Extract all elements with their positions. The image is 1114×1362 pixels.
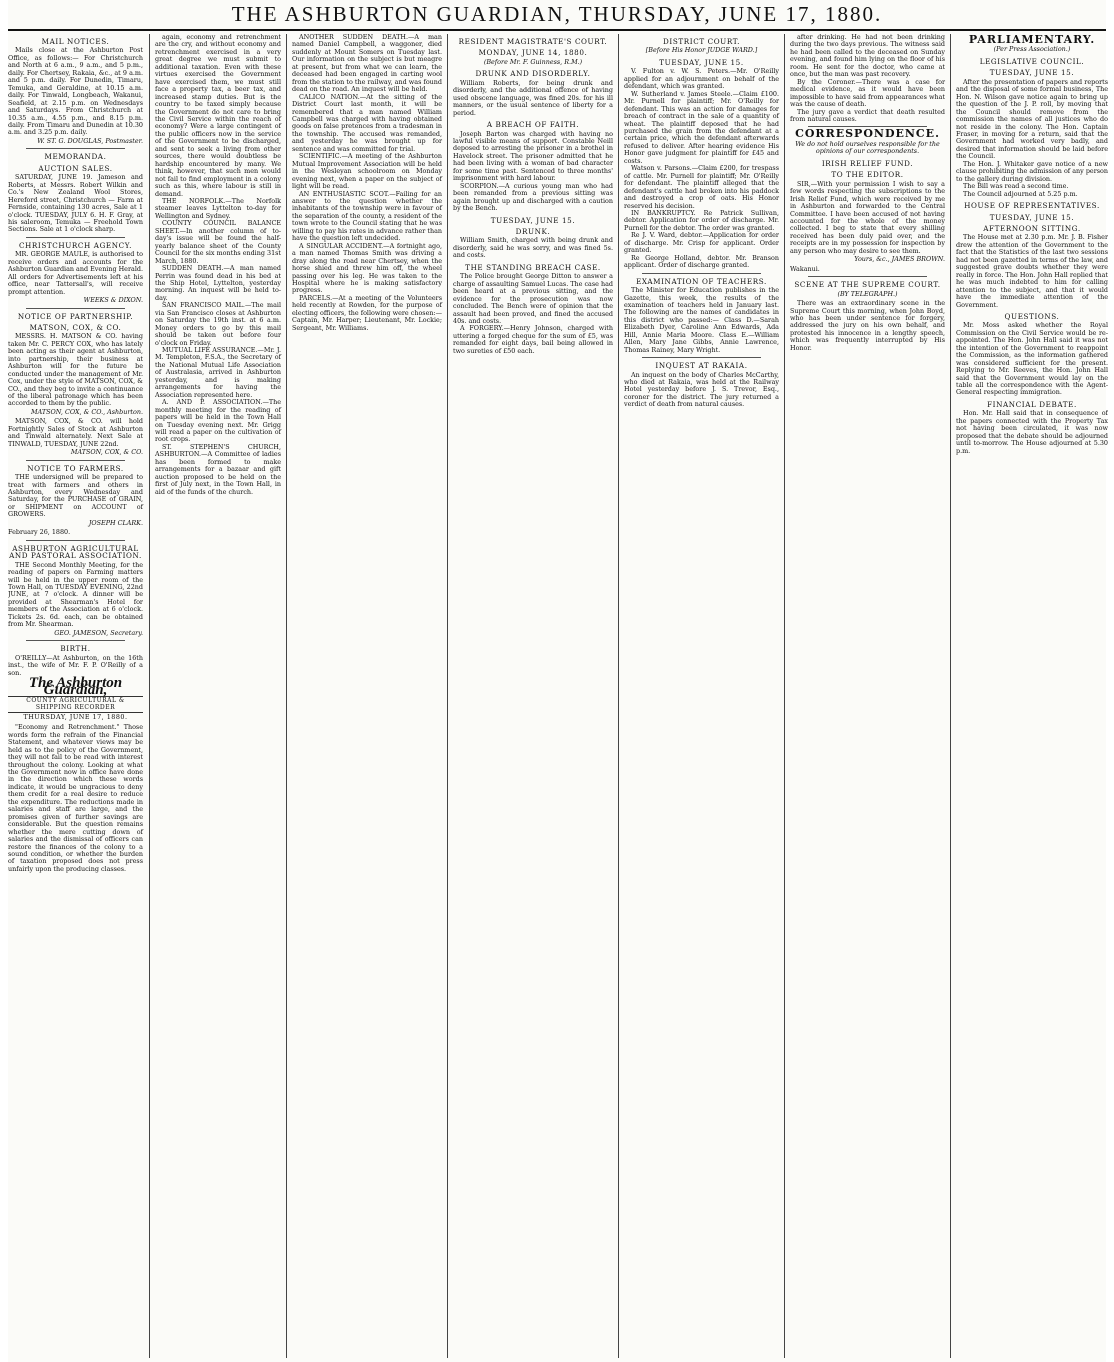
christchurch-agency-heading: CHRISTCHURCH AGENCY. [18, 240, 133, 250]
news-item-heading: COUNTY COUNCIL BALANCE SHEET. [155, 219, 281, 235]
rm-court-date: MONDAY, JUNE 14, 1880. [478, 48, 588, 58]
council-text: After the presentation of papers and reports and the disposal of some formal business, The Hon. N. Wilson gave notice again to bring up the question of the J. P. roll, by moving that the Council should remove from the commission the names of all justices who do not reside in the colony. The Hon. Captain Fraser, in moving for a return, said that the Government had worked very badly, and desired that information should be laid before the Council. [956, 77, 1108, 161]
case-text: William Roberts, for being drunk and disorderly, and the additional offence of having used obscene language, was fined 20s. for his ill manners, or the usual sentence of liberty for a period. [453, 78, 613, 117]
stock-sale-signature: MATSON, COX, & CO. [70, 448, 143, 457]
news-item-body: A man named Perrin was found dead in his bed at the Ship Hotel, Lyttelton, yesterday morning. An inquest will be held to-day. [155, 264, 281, 302]
case-text: Joseph Barton was charged with having no lawful visible means of support. Constable Neill deposed to arresting the prisoner in a brothel in Havelock street. The prisoner admitted that he had been living with a woman of bad character for some time past. Sentenced to three months' imprisonment with hard labour. [453, 129, 613, 183]
case-text: William Smith, charged with being drunk and disorderly, said he was sorry, and was fined 5s. and costs. [453, 236, 613, 260]
divider [642, 357, 761, 358]
teachers-exam-heading: EXAMINATION OF TEACHERS. [636, 276, 767, 286]
case-text: IN BANKRUPTCY. Re Patrick Sullivan, debtor. Application for order of discharge. Mr. Purnell for the debtor. The order was granted. [624, 208, 779, 232]
case-subheading: A BREACH OF FAITH. [486, 120, 580, 130]
column-4 [447, 34, 618, 1358]
case-subheading: THE STANDING BREACH CASE. [465, 262, 601, 272]
agricultural-association-text: THE Second Monthly Meeting, for the reading of papers on Farming matters will be held in the upper room of the Town Hall, on TUESDAY EVENING, 22nd JUNE, at 7 o'clock. A dinner will be provided at Shearman's Hotel for members of the Association at 6 o'clock. Tickets 2s. 6d. each, can be obtained from Mr. Shearman. [8, 560, 143, 629]
house-heading: HOUSE OF REPRESENTATIVES. [964, 201, 1100, 211]
case-text: The Police brought George Ditton to answer a charge of assaulting Samuel Lucas. The case had been heard at a previous sitting, and the evidence for the prosecution was now concluded. The Bench were of opinion that the assault had been proved, and fined the accused 40s. and costs. [453, 272, 613, 325]
council-text: The Council adjourned at 5.25 p.m. [963, 189, 1078, 198]
correspondence-heading: CORRESPONDENCE. [795, 127, 940, 141]
district-court-date: TUESDAY, JUNE 15. [659, 57, 744, 67]
letter-place: Wakanui. [790, 264, 820, 273]
column-1 [8, 34, 148, 1358]
news-item: PARCELS.—At a meeting of the Volunteers held recently at Rowden, for the purpose of electing officers, the following were chosen:— Captain, Mr. Harper; Lieutenant, Mr. Lockie; Sergeant, Mr. Williams. [292, 293, 443, 332]
agricultural-association-heading: ASHBURTON AGRICULTURAL AND PASTORAL ASSOCIATION. [9, 543, 142, 561]
column-2 [149, 34, 286, 1358]
news-item-body: A Committee of ladies has been formed to make arrangements for a bazaar and gift auction proposed to be held on the first of July next, in the Town Hall, in aid of the funds of the church. [155, 450, 281, 496]
news-item-body: Mr. J. M. Templeton, F.S.A., the Secretary of the National Mutual Life Association of Australasia, arrived in Ashburton yesterday, and is making arrangements for having the Association represented here. [155, 346, 282, 399]
news-item-heading: SUDDEN DEATH. [162, 264, 224, 273]
letter-signature: Yours, &c., JAMES BROWN. [854, 255, 945, 264]
news-item-ap-association: A. AND P. ASSOCIATION.—The monthly meeting for the reading of papers will be held in the Town Hall on Tuesday evening next. Mr. Grigg will read a paper on the cultivation of root crops. [155, 398, 281, 444]
partnership-firm: MATSON, COX, & CO. [29, 322, 122, 332]
council-text: The Bill was read a second time. [963, 182, 1069, 191]
partnership-text: MESSRS. H. MATSON & CO. having taken Mr. C. PERCY COX, who has lately been acting as their agent at Ashburton, into partnership, their business at Ashburton will for the future be conducted under the management of Mr. Cox, under the style of MATSON, COX, & CO., and they beg to invite a continuance of the liberal patronage which has been accorded to them by the public. [8, 332, 143, 408]
paper-dateline: THURSDAY, JUNE 17, 1880. [23, 712, 128, 721]
mail-notices-text: Mails close at the Ashburton Post Office, as follows:— For Christchurch and North at 6 a.m., 9 a.m., and 5 p.m., daily. For Chertsey, Rakaia, &c., at 9 a.m. and 5 p.m. daily. For Dunedin, Timaru, Temuka, and Geraldine, at 10.15 a.m. daily. For Tinwald, Longbeach, Wakanui, Seafield, at 2.15 p.m. on Wednesdays and Saturdays. From Christchurch at 10.35 a.m., 4.55 p.m., and 8.15 p.m. daily. From Timaru and Dunedin at 10.30 a.m. and 3.25 p.m. daily. [8, 46, 143, 137]
newspaper-page [8, 0, 1106, 1362]
supreme-court-heading: SCENE AT THE SUPREME COURT. [794, 280, 941, 290]
christchurch-agency-text: MR. GEORGE MAULE, is authorised to receive orders and accounts for the Ashburton Guardian and Evening Herald. All orders for Advertisements left at his office, near Tattersall's, will receive prompt attention. [8, 250, 143, 296]
letter-heading: IRISH RELIEF FUND. [821, 158, 914, 168]
divider [26, 237, 125, 238]
house-date: TUESDAY, JUNE 15. [989, 212, 1075, 222]
case-subheading: DRUNK. [515, 226, 551, 236]
divider [26, 460, 125, 461]
financial-debate-heading: FINANCIAL DEBATE. [987, 399, 1077, 409]
correspondence-note: We do not hold ourselves responsible for the opinions of our correspondents. [795, 139, 940, 156]
case-text: W. Sutherland v. James Steele.—Claim £100. Mr. Purnell for plaintiff; Mr. O'Reilly for defendant. This was an action for damages for breach of contract in the sale of a quantity of wheat. The plaintiff deposed that he had purchased the grain from the defendant at a certain price, which the defendant afterwards refused to deliver. After hearing evidence His Honor gave judgment for plaintiff for £45 and costs. [624, 89, 779, 165]
district-court-heading: DISTRICT COURT. [663, 37, 740, 46]
inquest-heading: INQUEST AT RAKAIA. [655, 361, 748, 371]
news-item-heading: MUTUAL LIFE ASSURANCE. [162, 346, 258, 355]
auction-sales-heading: AUCTION SALES. [38, 163, 113, 173]
divider [808, 276, 927, 277]
inquest-verdict: The jury gave a verdict that death resulted from natural causes. [790, 107, 945, 123]
case-text: Re George Holland, debtor. Mr. Branson applicant. Order of discharge granted. [624, 253, 779, 270]
rm-court-before: (Before Mr. F. Guinness, R.M.) [483, 57, 583, 66]
questions-heading: QUESTIONS. [1004, 311, 1060, 321]
news-item-body: The Norfolk steamer leaves Lyttelton to-day for Wellington and Sydney. [155, 196, 281, 220]
editorial-continued: again, economy and retrenchment are the cry, and without economy and retrenchment exercised in a very great degree we must submit to additional taxation. Even with these virtues exercised the Government have exercised them, we must still face a property tax, a beer tax, and increased stamp duties. But is the country to be taxed simply because the Government do not care to bring the Civil Service within the reach of economy? Were a large contingent of the public officers now in the service of the Government to be discharged, and sent to seek a living from other sources, there would doubtless be hardship encountered by many. We think, however, that such men would not fail to find employment in a colony such as this, where labour is still in demand. [155, 34, 281, 198]
case-text: A FORGERY.—Henry Johnson, charged with uttering a forged cheque for the sum of £5, was remanded for eight days, bail being allowed in two sureties of £50 each. [453, 324, 613, 355]
news-item-life-assurance: MUTUAL LIFE ASSURANCE.—Mr. J. M. Templeton, F.S.A., the Secretary of the National Mutual Life Association of Australasia, arrived in Ashburton yesterday, and is making arrangements for having the Association represented here. [155, 346, 282, 399]
divider [26, 148, 125, 149]
news-item: SCIENTIFIC.—A meeting of the Ashburton Mutual Improvement Association will be held in the Wesleyan schoolroom on Monday evening next, when a paper on the subject of light will be read. [292, 152, 442, 191]
case-text: Re J. V. Ward, debtor.—Application for order of discharge. Mr. Crisp for applicant. Order granted. [624, 231, 779, 255]
farmers-notice-signature: JOSEPH CLARK. [88, 518, 143, 527]
inquest-text: An inquest on the body of Charles McCarthy, who died at Rakaia, was held at the Railway Hotel yesterday before J. S. Trevor, Esq., coroner for the district. The jury returned a verdict of death from natural causes. [624, 370, 779, 409]
news-item-body: The mail via San Francisco closes at Ashburton on Saturday the 19th inst. at 6 a.m. Money orders to go by this mail should be taken out before four o'clock on Friday. [155, 301, 281, 347]
postmaster-signature: W. ST. G. DOUGLAS, Postmaster. [37, 136, 143, 145]
news-item-balance-sheet: COUNTY COUNCIL BALANCE SHEET.—In another column of to-day's issue will be found the half-yearly balance sheet of the County Council for the six months ending 31st March, 1880. [155, 219, 281, 265]
partnership-heading: NOTICE OF PARTNERSHIP. [17, 311, 134, 321]
masthead-rule [8, 29, 1106, 31]
birth-heading: BIRTH. [60, 644, 91, 654]
column-3 [286, 34, 447, 1358]
agricultural-association-signature: GEO. JAMESON, Secretary. [54, 628, 143, 637]
house-text: Mr. Moss asked whether the Royal Commission on the Civil Service would be re-appointed. The Hon. John Hall said it was not the intention of the Government to reappoint the Commission, as the information gathered was considered sufficient for the present. Replying to Mr. Reeves, the Hon. John Hall said that the Government would lay on the table all the correspondence with the Agent-General respecting immigration. [956, 321, 1108, 397]
mail-notices-heading: MAIL NOTICES. [41, 37, 110, 46]
case-text: V. Fulton v. W. S. Peters.—Mr. O'Reilly applied for an adjournment on behalf of the defendant, which was granted. [624, 67, 779, 91]
council-text: The Hon. J. Whitaker gave notice of a new clause prohibiting the admission of any person to the gallery during division. [956, 159, 1108, 183]
stock-sale-text: MATSON, COX, & CO. will hold Fortnightly Sales of Stock at Ashburton and Tinwald alternately. Next Sale at TINWALD, TUESDAY, JUNE 22nd. [8, 417, 143, 448]
partnership-signature: MATSON, COX, & CO., Ashburton. [31, 407, 143, 416]
rm-court-date: TUESDAY, JUNE 15. [490, 215, 576, 225]
auction-sales-text: SATURDAY, JUNE 19. Jameson and Roberts, at Messrs. Robert Wilkin and Co.'s New Zealand Wool Stores, Hereford street, Christchurch — Farm at Fernside, containing 130 acres, Sale at 1 o'clock. TUESDAY, JULY 6. H. F. Gray, at his saleroom, Temuka — Freehold Town Sections. Sale at 1 o'clock sharp. [8, 173, 143, 234]
house-text: Hon. Mr. Hall said that in consequence of the papers connected with the Property Tax not having been circulated, it was now proposed that the debate should be adjourned until to-morrow. The House adjourned at 5.30 p.m. [956, 409, 1108, 455]
farmers-notice-heading: NOTICE TO FARMERS. [27, 463, 124, 473]
news-item-sudden-death: SUDDEN DEATH.—A man named Perrin was found dead in his bed at the Ship Hotel, Lyttelton, yesterday morning. An inquest will be held to-day. [155, 264, 281, 302]
masthead-title: THE ASHBURTON GUARDIAN, THURSDAY, JUNE 17, 1880. [231, 2, 883, 26]
news-item-heading: A. AND P. ASSOCIATION. [162, 398, 263, 407]
case-subheading: DRUNK AND DISORDERLY. [475, 69, 591, 79]
editorial-text: "Economy and Retrenchment." Those words form the refrain of the Financial Statement, and whatever views may be held as to the policy of the Government, they will not fail to be read with interest throughout the colony. Looking at what the Government now in office have done in the direction which these words indicate, it would be ungracious to deny them credit for a real desire to reduce the expenditure. The reductions made in salaries and staff are large, and the promises given of further savings are considerable. But the question remains whether the mere cutting down of salaries and the dismissal of officers can restore the finances of the colony to a sound condition, or whether the burden of taxation proposed does not press unfairly upon the producing classes. [8, 723, 143, 873]
teachers-exam-text: The Minister for Education publishes in the Gazette, this week, the results of the examination of teachers held in January last. The following are the names of candidates in this district who passed:— Class D.—Sarah Elizabeth Dyer, Caroline Ann Edwards, Ada Hill, Annie Maria Moore. Class E.—William Allen, Mary Jane Gibbs, Annie Lawrence, Thomas Rainey, Mary Wright. [624, 286, 779, 354]
letter-text: SIR,—With your permission I wish to say a few words respecting the subscriptions to the Irish Relief Fund, which were received by me in Ashburton and forwarded to the Central Committee. I have been accused of not having accounted for the whole of the money collected. I beg to state that every shilling received has been duly paid over, and the receipts are in my possession for inspection by any person who may desire to see them. [790, 179, 945, 255]
column-7 [950, 34, 1108, 1358]
news-item-norfolk: THE NORFOLK.—The Norfolk steamer leaves Lyttelton to-day for Wellington and Sydney. [155, 196, 281, 220]
news-item-heading: ST. STEPHEN'S CHURCH, ASHBURTON. [155, 442, 281, 459]
supreme-court-text: There was an extraordinary scene in the Supreme Court this morning, when John Boyd, who has been under sentence for forgery, addressed the jury on his own behalf, and protested his innocence in a lengthy speech, which was frequently interrupted by His Honor. [790, 299, 945, 352]
telegraph-note: (BY TELEGRAPH.) [837, 289, 898, 298]
paper-subtitle: COUNTY AGRICULTURAL & SHIPPING RECORDER [8, 696, 143, 713]
afternoon-sitting-heading: AFTERNOON SITTING. [983, 223, 1081, 233]
divider [26, 540, 125, 541]
divider [26, 640, 125, 641]
memoranda-heading: MEMORANDA. [44, 152, 107, 162]
case-text: SCORPION.—A curious young man who had been remanded from a previous sitting was again brought up and discharged with a caution by the Bench. [453, 181, 613, 213]
case-text: Watson v. Parsons.—Claim £200, for trespass of cattle. Mr. Purnell for plaintiff; Mr. O'Reilly for defendant. The plaintiff alleged that the defendant's cattle had broken into his paddock and destroyed a crop of oats. His Honor reserved his decision. [624, 164, 779, 210]
news-item-body: In another column of to-day's issue will be found the half-yearly balance sheet of the County Council for the six months ending 31st March, 1880. [155, 226, 281, 265]
rm-court-heading: RESIDENT MAGISTRATE'S COURT. [458, 37, 608, 46]
news-item-st-stephens: ST. STEPHEN'S CHURCH, ASHBURTON.—A Committee of ladies has been formed to make arrangements for a bazaar and gift auction proposed to be held on the first of July next, in the Town Hall, in aid of the funds of the church. [155, 442, 281, 496]
news-item-body: The monthly meeting for the reading of papers will be held in the Town Hall on Tuesday evening next. Mr. Grigg will read a paper on the cultivation of root crops. [155, 398, 281, 444]
legislative-council-date: TUESDAY, JUNE 15. [989, 68, 1075, 78]
news-item: CALICO NATION.—At the sitting of the District Court last month, it will be remembered that a man named William Campbell was charged with having obtained goods on false pretences from a tradesman in the township. The accused was remanded, and yesterday he was brought up for sentence and was committed for trial. [292, 92, 442, 153]
inquest-continued: By the Coroner.—There was a case for medical evidence, as it would have been impossible to have said from appearances what was the cause of death. [790, 77, 945, 109]
news-item-heading: SAN FRANCISCO MAIL. [162, 301, 245, 310]
divider [642, 273, 761, 274]
news-item-heading: THE NORFOLK. [162, 196, 226, 205]
birth-text: O'REILLY—At Ashburton, on the 16th inst., the wife of Mr. F. P. O'Reilly of a son. [8, 653, 143, 677]
paper-title-logo: The Ashburton Guardian, [28, 674, 123, 699]
agency-signature: WEEKS & DIXON. [83, 296, 143, 305]
letter-to-editor: TO THE EDITOR. [831, 170, 904, 180]
column-6 [784, 34, 950, 1358]
farmers-notice-date: February 26, 1880. [8, 528, 71, 537]
news-item: AN ENTHUSIASTIC SCOT.—Failing for an answer to the question whether the inhabitants of the township were in favour of the separation of the county, a resident of the town wrote to the Council stating that he was willing to pay his rates in advance rather than have the question left undecided. [292, 189, 442, 243]
column-5 [618, 34, 784, 1358]
district-court-before: [Before His Honor JUDGE WARD.] [645, 46, 758, 55]
news-item: ANOTHER SUDDEN DEATH.—A man named Daniel Campbell, a waggoner, died suddenly at Mount Somers on Tuesday last. Our information on the subject is but meagre at present, but from what we can learn, the deceased had been engaged in carting wool from the station to the railway, and was found dead on the road. An inquest will be held. [292, 34, 442, 94]
legislative-council-heading: LEGISLATIVE COUNCIL. [979, 56, 1085, 66]
news-item: A SINGULAR ACCIDENT.—A fortnight ago, a man named Thomas Smith was driving a dray along the road near Chertsey, when the horse shied and threw him off, the wheel passing over his leg. He was taken to the Hospital where he is making satisfactory progress. [292, 241, 442, 295]
parliamentary-heading: PARLIAMENTARY. [968, 34, 1096, 46]
press-association-note: (Per Press Association.) [993, 45, 1071, 54]
inquest-continued: after drinking. He had not been drinking during the two days previous. The witness said he had been called to the deceased on Sunday evening, and found him lying on the floor of his room. He sent for the doctor, who came at once, but the man was past recovery. [790, 34, 945, 79]
house-text: The House met at 2.30 p.m. Mr. J. B. Fisher drew the attention of the Government to the fact that the Statistics of the last two sessions had not been gazetted in terms of the law, and suggested grave doubts whether they were really in force. The Hon. John Hall replied that he was much indebted to him for calling attention to the subject, and that it would have the immediate attention of the Government. [956, 233, 1108, 309]
farmers-notice-text: THE undersigned will be prepared to treat with farmers and others in Ashburton, every Wednesday and Saturday, for the PURCHASE of GRAIN, or SHIPMENT on ACCOUNT of GROWERS. [8, 473, 143, 519]
divider [26, 308, 125, 309]
news-item-san-francisco-mail: SAN FRANCISCO MAIL.—The mail via San Francisco closes at Ashburton on Saturday the 19th inst. at 6 a.m. Money orders to go by this mail should be taken out before four o'clock on Friday. [155, 301, 281, 347]
